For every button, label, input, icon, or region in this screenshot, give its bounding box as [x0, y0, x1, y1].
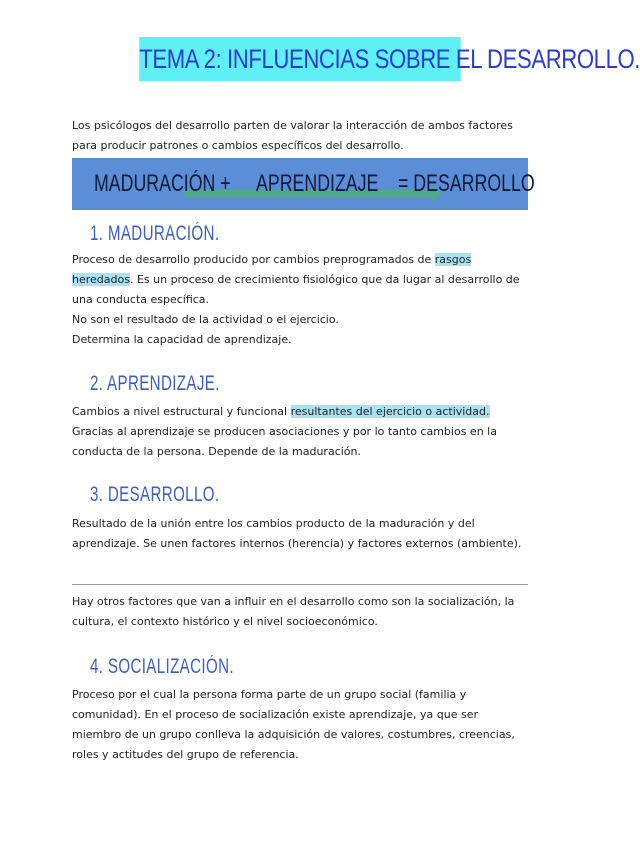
maduracion-paragraph [72, 250, 528, 350]
maduracion-line3: Determina la capacidad de aprendizaje. [72, 333, 292, 346]
maduracion-text-before: Proceso de desarrollo producido por cambios preprogramados de [72, 253, 435, 266]
page-title: TEMA 2: INFLUENCIAS SOBRE EL DESARROLLO. [139, 37, 460, 81]
aprendizaje-text-before: Cambios a nivel estructural y funcional [72, 405, 291, 418]
maduracion-line2: No son el resultado de la actividad o el ejercicio. [72, 313, 339, 326]
intro-paragraph: Los psicólogos del desarrollo parten de valorar la interacción de ambos factores para producir patrones o cambios específicos del desarrollo. [72, 119, 513, 152]
maduracion-text-after: . Es un proceso de crecimiento fisiológico que da lugar al desarrollo de una conducta específica. [72, 273, 520, 306]
formula-banner [72, 158, 535, 210]
banner-desarrollo: = DESARROLLO [398, 170, 535, 197]
aprendizaje-text-after: Gracias al aprendizaje se producen asociaciones y por lo tanto cambios en la conducta de la persona. Depende de la maduración. [72, 425, 497, 458]
aprendizaje-paragraph [72, 402, 528, 462]
heading-desarrollo: 3. DESARROLLO. [90, 483, 220, 506]
aprendizaje-highlight: resultantes del ejercicio o actividad. [290, 405, 490, 418]
heading-aprendizaje: 2. APRENDIZAJE. [90, 372, 220, 395]
banner-aprendizaje: APRENDIZAJE [256, 170, 379, 197]
socializacion-paragraph: Proceso por el cual la persona forma parte de un grupo social (familia y comunidad). En el proceso de socialización existe aprendizaje, ya que ser miembro de un grupo conlleva la adquisición de valores, costumbres, creencias, roles y actitudes del grupo de referencia. [72, 688, 515, 761]
heading-maduracion: 1. MADURACIÓN. [90, 222, 220, 245]
divider [72, 584, 528, 585]
maduracion-highlight: rasgos heredados [72, 253, 472, 286]
otros-factores-paragraph: Hay otros factores que van a influir en el desarrollo como son la socialización, la cultura, el contexto histórico y el nivel socioeconómico. [72, 595, 515, 628]
banner-maduracion: MADURACIÓN + [94, 170, 231, 197]
heading-socializacion: 4. SOCIALIZACIÓN. [90, 655, 234, 678]
desarrollo-paragraph: Resultado de la unión entre los cambios producto de la maduración y del aprendizaje. Se unen factores internos (herencia) y factores externos (ambiente). [72, 517, 522, 550]
